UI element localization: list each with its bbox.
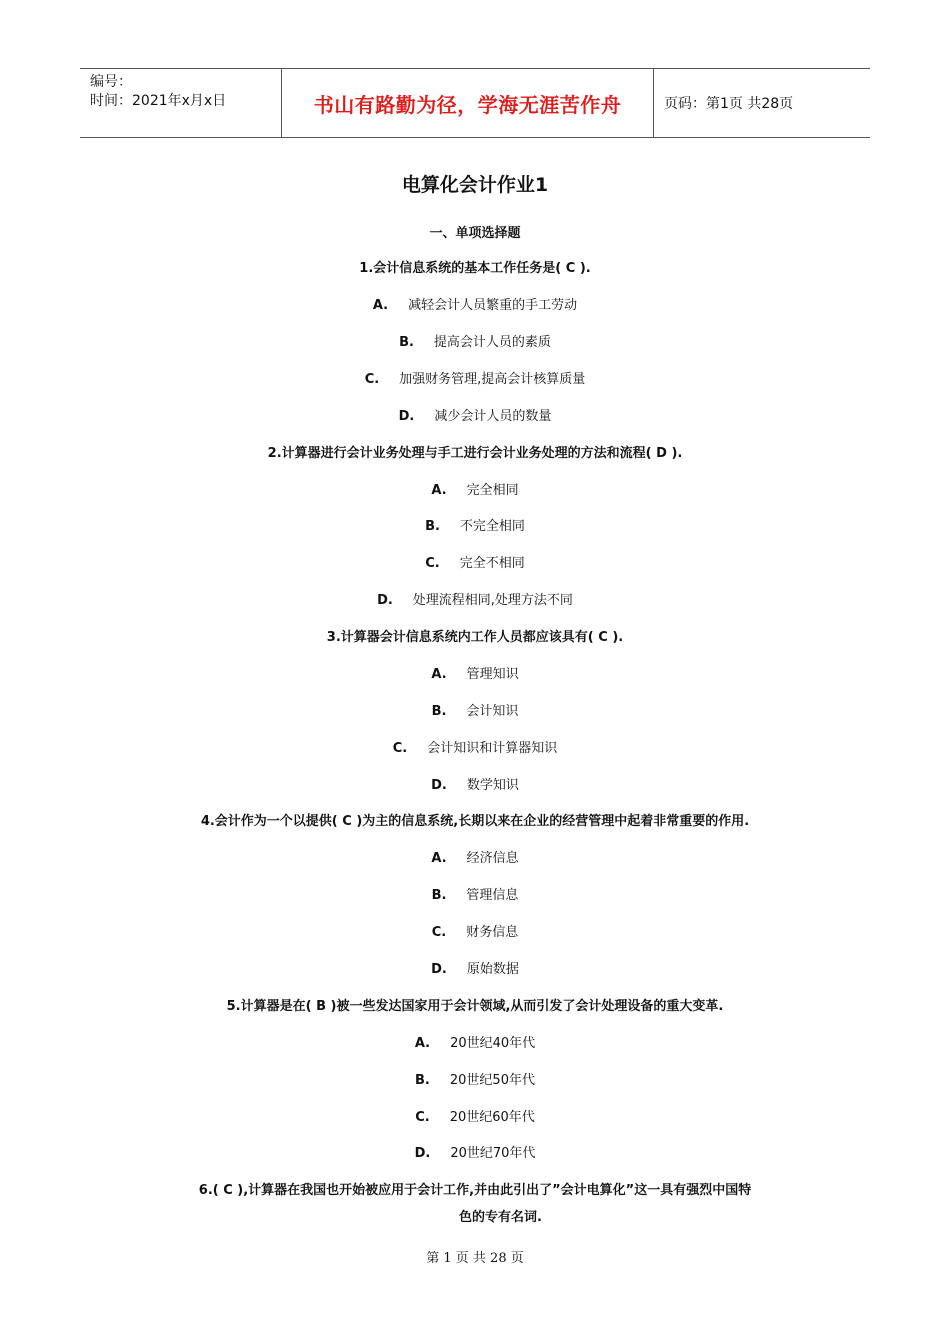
option-text: 20世纪50年代: [449, 1073, 535, 1088]
option-text: 完全相同: [466, 483, 519, 498]
option-letter: B.: [431, 704, 447, 719]
option-letter: D.: [414, 1146, 431, 1161]
option-text: 20世纪40年代: [450, 1036, 536, 1051]
option-text: 管理信息: [466, 888, 519, 903]
question-6-line-2: 色的专有名词.: [459, 1210, 542, 1225]
option-text: 会计知识和计算器知识: [427, 741, 558, 756]
header-motto: 书山有路勤为径，学海无涯苦作舟: [281, 69, 654, 137]
option-text: 20世纪70年代: [450, 1146, 536, 1161]
option-letter: D.: [431, 962, 447, 977]
question-4: 4.会计作为一个以提供( C )为主的信息系统,长期以来在企业的经营管理中起着非常重要的作用.: [200, 814, 750, 829]
option-letter: A.: [414, 1036, 431, 1051]
option-letter: D.: [377, 593, 393, 608]
option-text: 提高会计人员的素质: [433, 335, 551, 350]
question-6-line-1: 6.( C ),计算器在我国也开始被应用于会计工作,并由此引出了”会计电算化”这一具有强烈中国特: [198, 1183, 752, 1198]
option-letter: B.: [425, 519, 440, 534]
option-text: 完全不相同: [459, 556, 525, 571]
question-2: 2.计算器进行会计业务处理与手工进行会计业务处理的方法和流程( D ).: [267, 446, 683, 461]
q4-option-a: [0, 850, 950, 868]
option-text: 管理知识: [466, 667, 519, 682]
option-letter: A.: [372, 298, 389, 313]
page-header: [80, 68, 870, 138]
date-label: 时间：2021年x月x日: [90, 93, 227, 109]
option-letter: A.: [431, 483, 447, 498]
q1-option-a: [0, 297, 950, 315]
option-letter: A.: [431, 851, 447, 866]
q4-option-c: [0, 924, 950, 942]
option-letter: C.: [364, 372, 380, 387]
q3-option-b: [0, 703, 950, 721]
q4-option-b: [0, 887, 950, 905]
option-text: 减轻会计人员繁重的手工劳动: [408, 298, 578, 313]
q3-option-c: [0, 740, 950, 758]
number-label: 编号：: [90, 74, 132, 90]
question-3: 3.计算器会计信息系统内工作人员都应该具有( C ).: [326, 630, 624, 645]
header-meta: [80, 69, 281, 137]
q5-option-d: [0, 1145, 950, 1163]
q2-option-c: [0, 555, 950, 573]
q2-option-d: [0, 592, 950, 610]
option-letter: D.: [431, 778, 447, 793]
option-text: 20世纪60年代: [449, 1110, 535, 1125]
q1-option-b: [0, 334, 950, 352]
option-letter: C.: [425, 556, 440, 571]
q5-option-b: [0, 1072, 950, 1090]
option-letter: D.: [398, 409, 415, 424]
question-1: 1.会计信息系统的基本工作任务是( C ).: [359, 261, 591, 276]
header-page-info: 页码：第1页 共28页: [664, 96, 794, 112]
option-text: 减少会计人员的数量: [434, 409, 552, 424]
q1-option-d: [0, 408, 950, 426]
q3-option-d: [0, 777, 950, 795]
option-text: 经济信息: [466, 851, 519, 866]
option-text: 处理流程相同,处理方法不同: [412, 593, 573, 608]
option-text: 数学知识: [466, 778, 519, 793]
option-letter: B.: [415, 1073, 430, 1088]
option-text: 会计知识: [466, 704, 519, 719]
section-heading: 一、单项选择题: [429, 226, 521, 241]
option-letter: C.: [392, 741, 408, 756]
q5-option-c: [0, 1109, 950, 1127]
option-text: 不完全相同: [459, 519, 525, 534]
page-footer: 第 1 页 共 28 页: [426, 1251, 524, 1266]
option-text: 加强财务管理,提高会计核算质量: [399, 372, 586, 387]
option-letter: B.: [399, 335, 414, 350]
option-letter: B.: [431, 888, 447, 903]
option-letter: C.: [431, 925, 447, 940]
document-title: 电算化会计作业1: [401, 174, 549, 196]
option-letter: C.: [415, 1110, 430, 1125]
q5-option-a: [0, 1035, 950, 1053]
q3-option-a: [0, 666, 950, 684]
option-letter: A.: [431, 667, 447, 682]
q1-option-c: [0, 371, 950, 389]
q4-option-d: [0, 961, 950, 979]
option-text: 财务信息: [466, 925, 519, 940]
option-text: 原始数据: [466, 962, 519, 977]
q2-option-a: [0, 482, 950, 500]
q2-option-b: [0, 518, 950, 536]
question-5: 5.计算器是在( B )被一些发达国家用于会计领域,从而引发了会计处理设备的重大变革.: [226, 999, 724, 1014]
